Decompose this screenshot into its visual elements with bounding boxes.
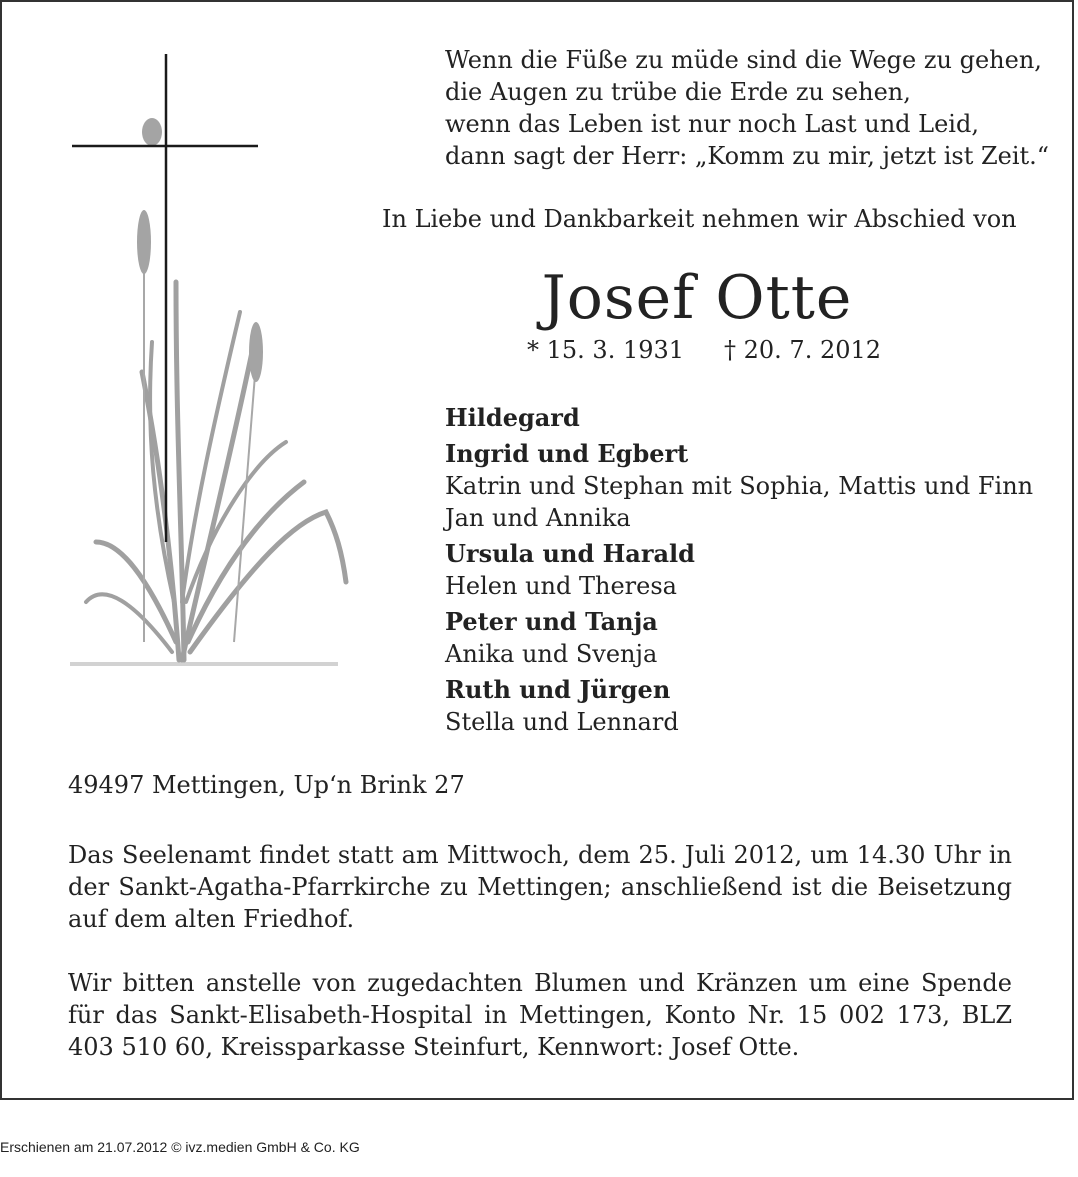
family-head: Ursula und Harald <box>445 539 695 568</box>
deceased-name: Josef Otte <box>541 263 853 333</box>
farewell-intro: In Liebe und Dankbarkeit nehmen wir Abschied von <box>382 205 1017 233</box>
poem-line: die Augen zu trübe die Erde zu sehen, <box>445 78 911 106</box>
family-head: Hildegard <box>445 403 580 432</box>
birth-date: * 15. 3. 1931 <box>527 336 685 364</box>
poem-line: Wenn die Füße zu müde sind die Wege zu gehen, <box>445 46 1042 74</box>
family-group <box>445 674 1065 738</box>
cross-with-reeds-icon <box>64 42 349 672</box>
service-info: Das Seelenamt findet statt am Mittwoch, dem 25. Juli 2012, um 14.30 Uhr in der Sankt-Agatha-Pfarrkirche zu Mettingen; anschließend ist die Beisetzung auf dem alten Friedhof. <box>68 841 1012 933</box>
family-member: Helen und Theresa <box>445 572 677 600</box>
family-list <box>445 402 1065 742</box>
publication-footer: Erschienen am 21.07.2012 © ivz.medien GmbH & Co. KG <box>0 1139 360 1155</box>
family-head: Ingrid und Egbert <box>445 439 689 468</box>
family-head: Peter und Tanja <box>445 607 658 636</box>
address: 49497 Mettingen, Up‘n Brink 27 <box>68 771 465 799</box>
family-member: Jan und Annika <box>445 504 631 532</box>
family-head: Ruth und Jürgen <box>445 675 671 704</box>
family-member: Anika und Svenja <box>445 640 658 668</box>
family-group <box>445 402 1065 434</box>
family-group <box>445 438 1065 534</box>
poem-line: wenn das Leben ist nur noch Last und Leid, <box>445 110 979 138</box>
family-group <box>445 606 1065 670</box>
death-date: † 20. 7. 2012 <box>724 336 882 364</box>
poem <box>445 44 1050 172</box>
family-member: Stella und Lennard <box>445 708 679 736</box>
family-member: Katrin und Stephan mit Sophia, Mattis und Finn <box>445 472 1034 500</box>
poem-line: dann sagt der Herr: „Komm zu mir, jetzt ist Zeit.“ <box>445 142 1050 170</box>
family-group <box>445 538 1065 602</box>
donation-info: Wir bitten anstelle von zugedachten Blumen und Kränzen um eine Spende für das Sankt-Elisabeth-Hospital in Mettingen, Konto Nr. 15 002 173, BLZ 403 510 60, Kreissparkasse Steinfurt, Kennwort: Josef Otte. <box>68 969 1012 1061</box>
